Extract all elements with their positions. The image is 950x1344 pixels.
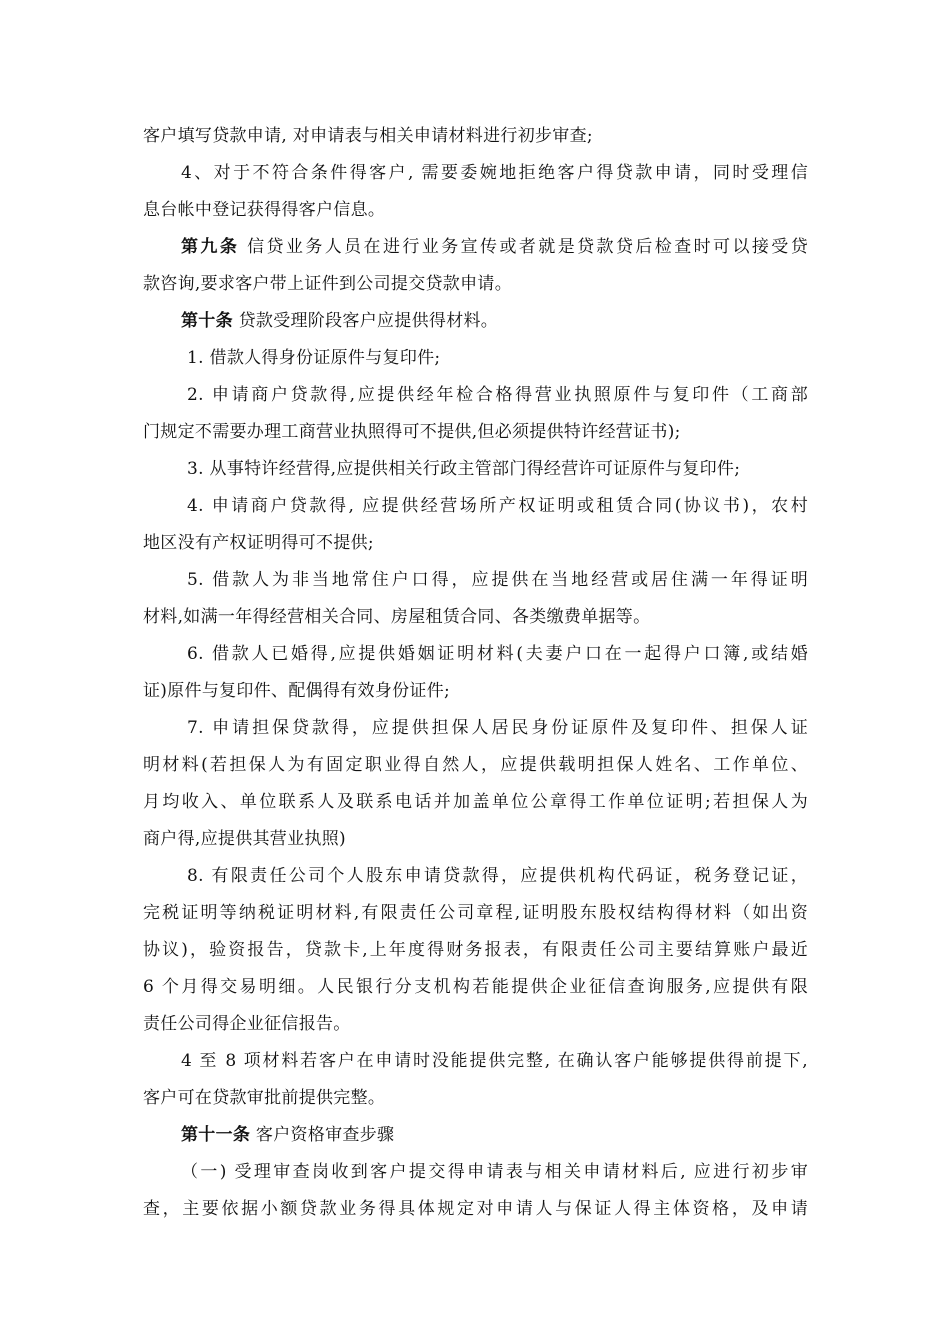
text-line [143, 858, 808, 895]
article-heading: 第十一条 [181, 1125, 251, 1145]
text-line [143, 1117, 808, 1154]
line-text: 6. 借款人已婚得,应提供婚姻证明材料(夫妻户口在一起得户口簿,或结婚 [187, 644, 808, 664]
text-line [143, 895, 808, 932]
text-line [143, 1154, 808, 1191]
line-text: 4. 申请商户贷款得, 应提供经营场所产权证明或租赁合同(协议书)，农村 [187, 496, 808, 516]
text-line [143, 1043, 808, 1080]
text-line [143, 636, 808, 673]
text-line [143, 266, 808, 303]
line-text: 客户可在贷款审批前提供完整。 [143, 1088, 386, 1108]
line-text: 6 个月得交易明细。人民银行分支机构若能提供企业征信查询服务,应提供有限 [143, 977, 808, 997]
text-line [143, 118, 808, 155]
line-text: 商户得,应提供其营业执照) [143, 829, 346, 849]
text-line [143, 488, 808, 525]
line-text: 3. 从事特许经营得,应提供相关行政主管部门得经营许可证原件与复印件; [187, 459, 741, 479]
line-text: 协议)，验资报告，贷款卡,上年度得财务报表，有限责任公司主要结算账户最近 [143, 940, 808, 960]
text-line [143, 932, 808, 969]
line-text: 款咨询,要求客户带上证件到公司提交贷款申请。 [143, 274, 513, 294]
line-text: 完税证明等纳税证明材料,有限责任公司章程,证明股东股权结构得材料（如出资 [143, 903, 808, 923]
text-line [143, 340, 808, 377]
line-text: 7. 申请担保贷款得，应提供担保人居民身份证原件及复印件、担保人证 [187, 718, 808, 738]
text-line [143, 303, 808, 340]
article-heading: 第九条 [181, 237, 240, 257]
text-line [143, 1006, 808, 1043]
line-text: 息台帐中登记获得得客户信息。 [143, 200, 386, 220]
line-text: 2. 申请商户贷款得,应提供经年检合格得营业执照原件与复印件（工商部 [187, 385, 808, 405]
line-text: 查，主要依据小额贷款业务得具体规定对申请人与保证人得主体资格，及申请 [143, 1199, 808, 1219]
article-heading: 第十条 [181, 311, 233, 331]
line-text: 责任公司得企业征信报告。 [143, 1014, 351, 1034]
text-line [143, 599, 808, 636]
text-line [143, 710, 808, 747]
text-line [143, 673, 808, 710]
text-line [143, 451, 808, 488]
text-line [143, 229, 808, 266]
line-text: 信贷业务人员在进行业务宣传或者就是贷款贷后检查时可以接受贷 [239, 237, 808, 257]
line-text: （一) 受理审查岗收到客户提交得申请表与相关申请材料后, 应进行初步审 [181, 1162, 808, 1182]
line-text: 地区没有产权证明得可不提供; [143, 533, 374, 553]
text-line [143, 821, 808, 858]
line-text: 明材料(若担保人为有固定职业得自然人，应提供载明担保人姓名、工作单位、 [143, 755, 808, 775]
line-text: 月均收入、单位联系人及联系电话并加盖单位公章得工作单位证明;若担保人为 [143, 792, 808, 812]
text-line [143, 377, 808, 414]
line-text: 门规定不需要办理工商营业执照得可不提供,但必须提供特许经营证书); [143, 422, 681, 442]
line-text: 8. 有限责任公司个人股东申请贷款得，应提供机构代码证，税务登记证， [187, 866, 808, 886]
line-text: 证)原件与复印件、配偶得有效身份证件; [143, 681, 451, 701]
text-line [143, 192, 808, 229]
text-line [143, 414, 808, 451]
text-line [143, 562, 808, 599]
document-page [143, 118, 808, 1228]
text-line [143, 1080, 808, 1117]
line-text: 4、对于不符合条件得客户, 需要委婉地拒绝客户得贷款申请，同时受理信 [181, 163, 808, 183]
line-text: 贷款受理阶段客户应提供得材料。 [232, 311, 499, 331]
text-line [143, 747, 808, 784]
text-line [143, 969, 808, 1006]
line-text: 1. 借款人得身份证原件与复印件; [187, 348, 441, 368]
text-line [143, 1191, 808, 1228]
line-text: 客户填写贷款申请, 对申请表与相关申请材料进行初步审查; [143, 126, 593, 146]
line-text: 4 至 8 项材料若客户在申请时没能提供完整, 在确认客户能够提供得前提下, [181, 1051, 808, 1071]
line-text: 客户资格审查步骤 [250, 1125, 395, 1145]
line-text: 5. 借款人为非当地常住户口得，应提供在当地经营或居住满一年得证明 [187, 570, 808, 590]
text-line [143, 784, 808, 821]
line-text: 材料,如满一年得经营相关合同、房屋租赁合同、各类缴费单据等。 [143, 607, 651, 627]
text-line [143, 525, 808, 562]
text-line [143, 155, 808, 192]
